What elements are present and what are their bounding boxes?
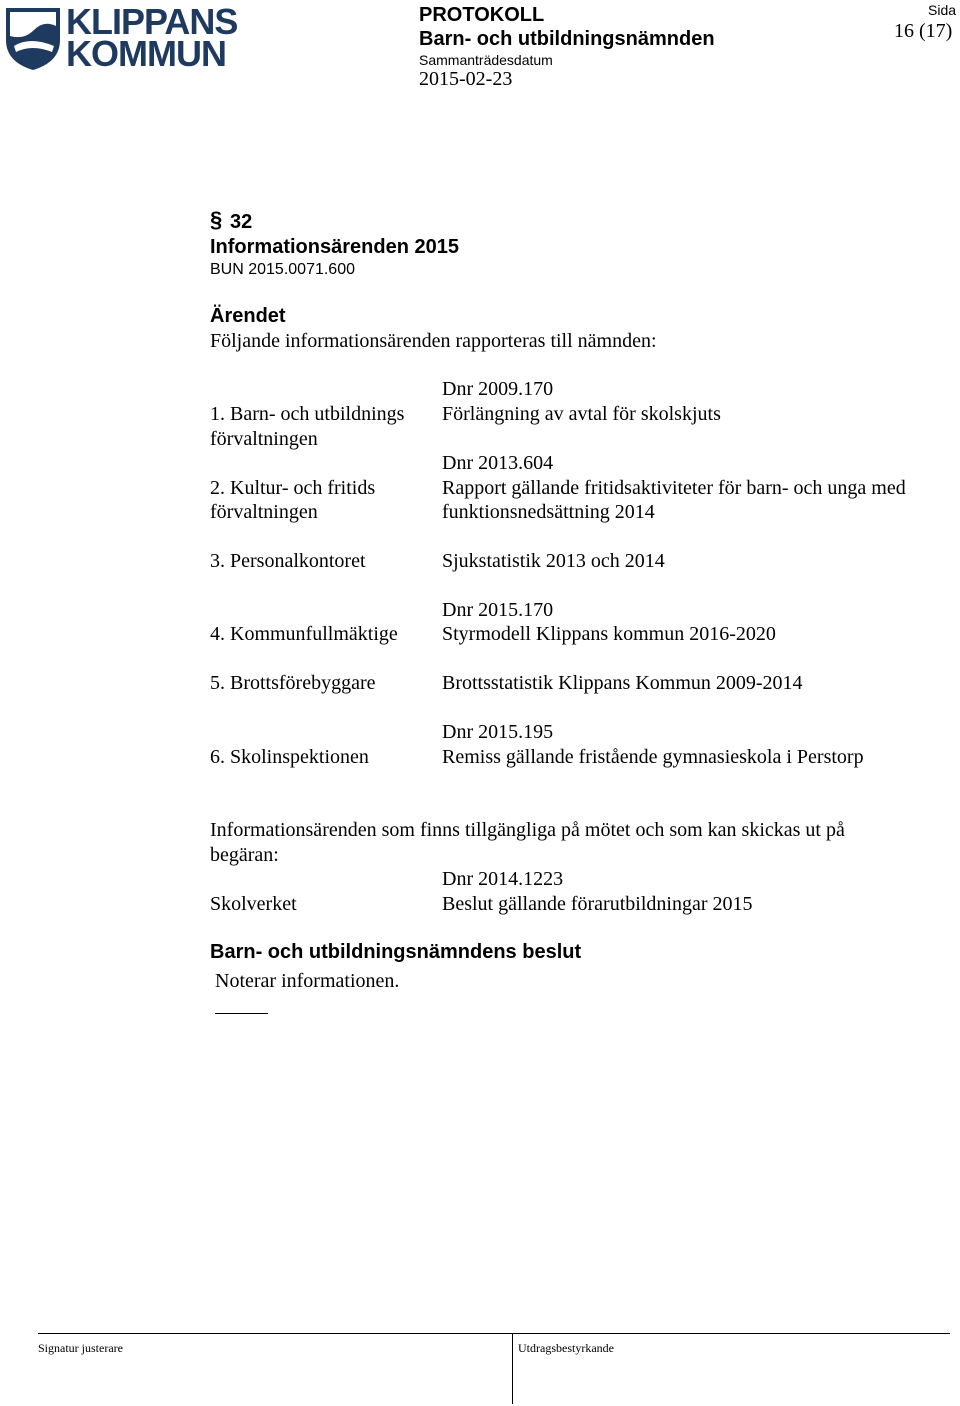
- available-intro-cont: begäran:: [210, 844, 279, 866]
- item-source: 4. Kommunfullmäktige: [210, 623, 398, 645]
- committee-name: Barn- och utbildningsnämnden: [419, 28, 715, 50]
- arendet-intro: Följande informationsärenden rapporteras till nämnden:: [210, 330, 657, 352]
- logo-text-line2: KOMMUN: [66, 33, 226, 74]
- item-description: Sjukstatistik 2013 och 2014: [442, 550, 665, 572]
- item-description: Remiss gällande fristående gymnasieskola i Perstorp: [442, 746, 864, 768]
- footer-top-rule: [38, 1333, 950, 1334]
- item-description: Brottsstatistik Klippans Kommun 2009-2014: [442, 672, 803, 694]
- document-type: PROTOKOLL: [419, 4, 545, 26]
- item-source: 1. Barn- och utbildnings: [210, 403, 405, 425]
- logo-text-line1: KLIPPANS: [66, 1, 238, 42]
- decision-heading: Barn- och utbildningsnämndens beslut: [210, 941, 582, 963]
- available-source: Skolverket: [210, 893, 297, 915]
- end-rule: [215, 1013, 268, 1014]
- item-description: Rapport gällande fritidsaktiviteter för barn- och unga med: [442, 477, 906, 499]
- item-source: 5. Brottsförebyggare: [210, 672, 376, 694]
- meeting-date-label: Sammanträdesdatum: [419, 52, 553, 68]
- meeting-date: 2015-02-23: [419, 68, 513, 90]
- decision-text: Noterar informationen.: [215, 970, 400, 992]
- item-dnr: Dnr 2009.170: [442, 378, 554, 400]
- signature-label: Signatur justerare: [38, 1341, 123, 1355]
- section-dnr: BUN 2015.0071.600: [210, 261, 355, 278]
- item-description: Förlängning av avtal för skolskjuts: [442, 403, 721, 425]
- arendet-heading: Ärendet: [210, 305, 286, 327]
- section-number: 32: [230, 211, 253, 233]
- page-number: 16 (17): [894, 20, 953, 42]
- item-source-cont: förvaltningen: [210, 428, 318, 450]
- item-source: 3. Personalkontoret: [210, 550, 366, 572]
- item-description: Styrmodell Klippans kommun 2016-2020: [442, 623, 776, 645]
- item-source-cont: förvaltningen: [210, 501, 318, 523]
- paragraph-symbol: §: [210, 207, 223, 232]
- extract-certification-label: Utdragsbestyrkande: [518, 1341, 614, 1355]
- available-description: Beslut gällande förarutbildningar 2015: [442, 893, 753, 915]
- item-source: 2. Kultur- och fritids: [210, 477, 376, 499]
- item-dnr: Dnr 2015.170: [442, 599, 554, 621]
- item-dnr: Dnr 2013.604: [442, 452, 554, 474]
- item-dnr: Dnr 2015.195: [442, 721, 554, 743]
- item-source: 6. Skolinspektionen: [210, 746, 369, 768]
- klippans-kommun-logo: [4, 1, 238, 74]
- section-title: Informationsärenden 2015: [210, 236, 459, 258]
- municipal-shield-icon: [4, 6, 62, 72]
- available-dnr: Dnr 2014.1223: [442, 868, 564, 890]
- item-description-cont: funktionsnedsättning 2014: [442, 501, 655, 523]
- available-intro: Informationsärenden som finns tillgängliga på mötet och som kan skickas ut på: [210, 819, 845, 841]
- page-label: Sida: [928, 2, 957, 18]
- footer-divider: [512, 1333, 513, 1404]
